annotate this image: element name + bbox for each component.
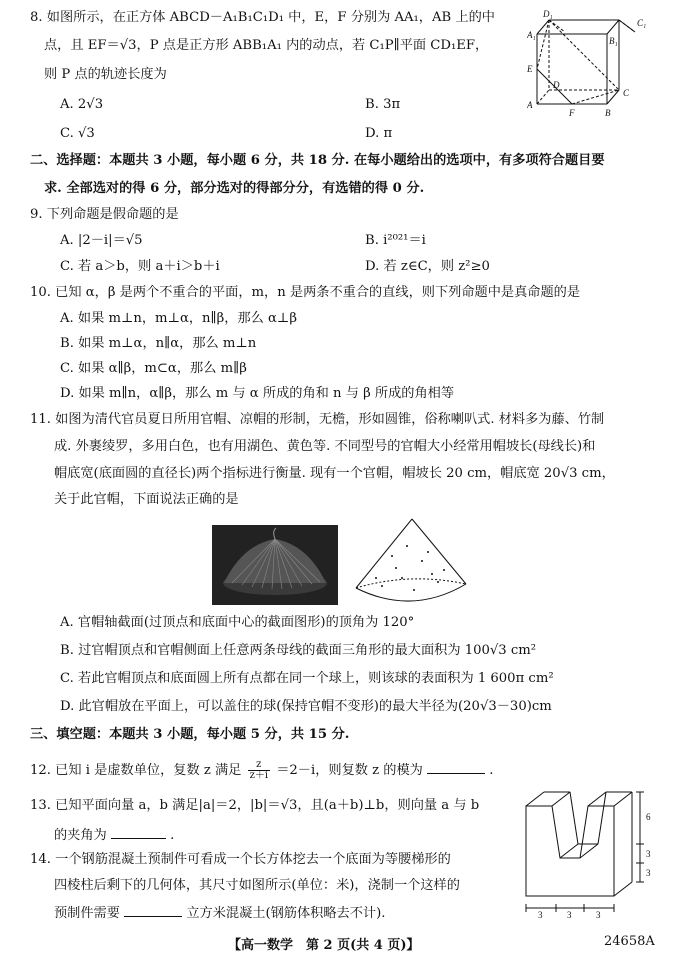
q13-answer-blank[interactable] xyxy=(111,826,166,839)
q8-line3: 则 P 点的轨迹长度为 xyxy=(44,67,167,82)
q11-line4: 关于此官帽，下面说法正确的是 xyxy=(54,492,239,507)
q13-line2 xyxy=(54,826,174,844)
cube-label-a1: A₁ xyxy=(527,30,536,40)
q11-option-d: D. 此官帽放在平面上，可以盖住的球(保持官帽不变形)的最大半径为(20√3－30)cm xyxy=(60,699,552,714)
q8-option-b: B. 3π xyxy=(365,97,401,112)
q8-option-d: D. π xyxy=(365,126,393,141)
q14-prefix: 预制件需要 xyxy=(54,906,120,921)
cube-label-c1: C₁ xyxy=(637,18,647,28)
q11-option-c: C. 若此官帽顶点和底面圆上所有点都在同一个球上，则该球的表面积为 1 600π cm² xyxy=(60,671,554,686)
q13-prefix: 的夹角为 xyxy=(54,828,107,843)
q9-option-d: D. 若 z∈C，则 z²≥0 xyxy=(365,259,490,274)
q9-option-c: C. 若 a＞b，则 a＋i＞b＋i xyxy=(60,259,220,274)
footer-title: 【高一数学 第 2 页(共 4 页)】 xyxy=(228,938,420,953)
q10-option-d: D. 如果 m∥n，α∥β，那么 m 与 α 所成的角和 n 与 β 所成的角相等 xyxy=(60,386,455,401)
q12-answer-blank[interactable] xyxy=(427,761,485,774)
dim-label-mid: 3 xyxy=(646,849,651,859)
q12-fraction xyxy=(248,760,270,781)
hat-photo xyxy=(212,525,338,605)
q11-option-a: A. 官帽轴截面(过顶点和底面中心的截面图形)的顶角为 120° xyxy=(60,615,415,630)
q10-option-c: C. 如果 α∥β，m⊂α，那么 m∥β xyxy=(60,361,247,376)
cube-label-f: F xyxy=(569,108,575,118)
dim-label-w3: 3 xyxy=(596,910,601,920)
q8-line2: 点，且 EF＝√3，P 点是正方形 ABB₁A₁ 内的动点，若 C₁P∥平面 CD₁EF， xyxy=(44,38,489,53)
cube-label-c: C xyxy=(623,88,630,98)
cube-label-d: D xyxy=(553,80,560,90)
cube-label-e: E xyxy=(527,64,533,74)
q10-stem: 10. 已知 α，β 是两个不重合的平面，m，n 是两条不重合的直线，则下列命题中是真命题的是 xyxy=(30,285,581,300)
q14-line2: 四棱柱后剩下的几何体，其尺寸如图所示(单位：米)，浇制一个这样的 xyxy=(54,878,460,893)
cube-label-b1: B₁ xyxy=(609,36,618,46)
q8-option-c: C. √3 xyxy=(60,126,95,141)
cube-label-b: B xyxy=(605,108,611,118)
q8-option-a: A. 2√3 xyxy=(60,97,104,112)
footer-code: 24658A xyxy=(604,934,655,949)
q12-prefix: 12. 已知 i 是虚数单位，复数 z 满足 xyxy=(30,763,242,778)
q12-end: . xyxy=(489,763,494,778)
section2-header-line2: 求. 全部选对的得 6 分，部分选对的得部分分，有选错的得 0 分. xyxy=(44,181,425,196)
q11-line2: 成. 外裹绫罗，多用白色，也有用湖色、黄色等. 不同型号的官帽大小经常用帽坡长(母线长)和 xyxy=(54,439,596,454)
q11-option-b: B. 过官帽顶点和官帽侧面上任意两条母线的截面三角形的最大面积为 100√3 cm² xyxy=(60,643,537,658)
cone-sketch xyxy=(352,516,470,612)
q12-frac-den: z＋i xyxy=(249,770,269,781)
concrete-figure xyxy=(522,788,670,920)
q13-line1: 13. 已知平面向量 a，b 满足|a|＝2，|b|＝√3，且(a＋b)⊥b，则向量 a 与 b xyxy=(30,798,480,813)
dim-label-top: 6 xyxy=(646,812,651,822)
q9-option-b: B. i²⁰²¹＝i xyxy=(365,233,426,248)
q12-frac-num: z xyxy=(248,760,270,771)
q12-postfix: ＝2－i，则复数 z 的模为 xyxy=(276,763,423,778)
q14-postfix: 立方米混凝土(钢筋体积略去不计). xyxy=(186,906,386,921)
q11-line1: 11. 如图为清代官员夏日所用官帽、凉帽的形制，无檐，形如圆锥，俗称喇叭式. 材料多为藤、竹制 xyxy=(30,412,605,427)
q9-stem: 9. 下列命题是假命题的是 xyxy=(30,207,179,222)
section2-header-line1: 二、选择题：本题共 3 小题，每小题 6 分，共 18 分. 在每小题给出的选项中，有多项符合题目要 xyxy=(30,153,605,168)
q13-end: . xyxy=(170,828,175,843)
q9-option-a: A. |2－i|＝√5 xyxy=(60,233,143,248)
q10-option-a: A. 如果 m⊥n，m⊥α，n∥β，那么 α⊥β xyxy=(60,311,297,326)
q14-line3 xyxy=(54,904,385,922)
cube-figure xyxy=(527,8,667,120)
q11-line3: 帽底宽(底面圆的直径长)两个指标进行衡量. 现有一个官帽，帽坡长 20 cm，帽底宽 20√3 cm， xyxy=(54,466,615,481)
q12-line xyxy=(30,760,493,781)
dim-label-bot: 3 xyxy=(646,868,651,878)
q14-line1: 14. 一个钢筋混凝土预制件可看成一个长方体挖去一个底面为等腰梯形的 xyxy=(30,852,451,867)
cube-label-d1: D₁ xyxy=(543,9,553,19)
dim-label-w1: 3 xyxy=(538,910,543,920)
q10-option-b: B. 如果 m⊥α，n∥α，那么 m⊥n xyxy=(60,336,257,351)
section3-header: 三、填空题：本题共 3 小题，每小题 5 分，共 15 分. xyxy=(30,727,350,742)
cube-label-a: A xyxy=(527,100,533,110)
q8-line1: 8. 如图所示，在正方体 ABCD－A₁B₁C₁D₁ 中，E，F 分别为 AA₁，AB 上的中 xyxy=(30,10,495,25)
q14-answer-blank[interactable] xyxy=(124,904,182,917)
dim-label-w2: 3 xyxy=(567,910,572,920)
